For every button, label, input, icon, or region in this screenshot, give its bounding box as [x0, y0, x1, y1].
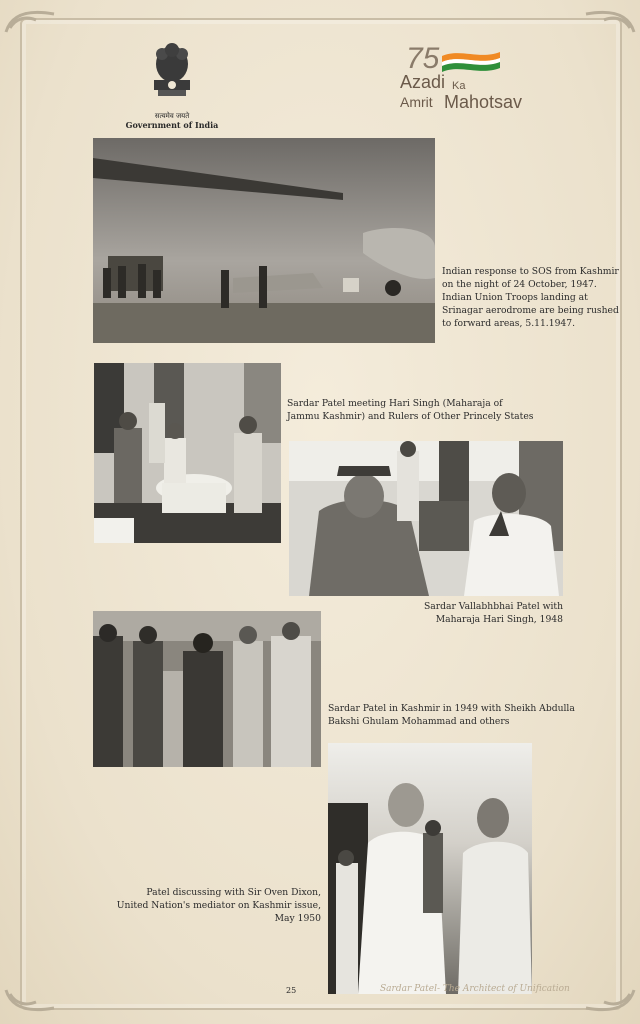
logo-azadi: Azadi — [400, 72, 446, 92]
corner-ornament-bottom-left — [2, 986, 58, 1016]
caption-patel-with-hari-singh: Sardar Vallabhbhai Patel with Maharaja Hari Singh, 1948 — [423, 601, 563, 625]
photo-patel-kashmir-1949 — [93, 611, 321, 767]
caption-patel-oven-dixon: Patel discussing with Sir Oven Dixon, United Nation's mediator on Kashmir issue, May 1950 — [116, 887, 321, 924]
azadi-ka-amrit-mahotsav-logo — [400, 40, 540, 120]
corner-ornament-bottom-right — [582, 986, 638, 1016]
book-title-footer: Sardar Patel- The Architect of Unification — [380, 984, 570, 994]
logo-number: 75 — [406, 42, 440, 75]
corner-ornament-top-right — [582, 6, 638, 36]
national-emblem-icon — [136, 40, 208, 122]
photo-patel-with-hari-singh — [289, 441, 563, 596]
corner-ornament-top-left — [2, 6, 58, 36]
photo-srinagar-aerodrome — [93, 138, 435, 343]
logo-ka: Ka — [452, 80, 466, 92]
caption-patel-meeting-rulers: Sardar Patel meeting Hari Singh (Maharaja of Jammu Kashmir) and Rulers of Other Princely States — [287, 398, 534, 422]
flag-wave-icon — [440, 48, 502, 74]
page-number: 25 — [286, 986, 297, 995]
logo-mahotsav: Mahotsav — [444, 92, 523, 112]
photo-patel-oven-dixon — [328, 743, 532, 994]
photo-patel-meeting-rulers — [94, 363, 281, 543]
logo-amrit: Amrit — [400, 94, 433, 110]
emblem-motto: सत्यमेव जयते — [154, 112, 190, 120]
government-label: Government of India — [125, 120, 219, 130]
caption-patel-kashmir-1949: Sardar Patel in Kashmir in 1949 with Sheikh Abdulla Bakshi Ghulam Mohammad and others — [328, 703, 575, 727]
caption-srinagar-aerodrome: Indian response to SOS from Kashmir on the night of 24 October, 1947. Indian Union Troops landing at Srinagar aerodrome are being rushed to forward areas, 5.11.1947. — [442, 266, 619, 329]
